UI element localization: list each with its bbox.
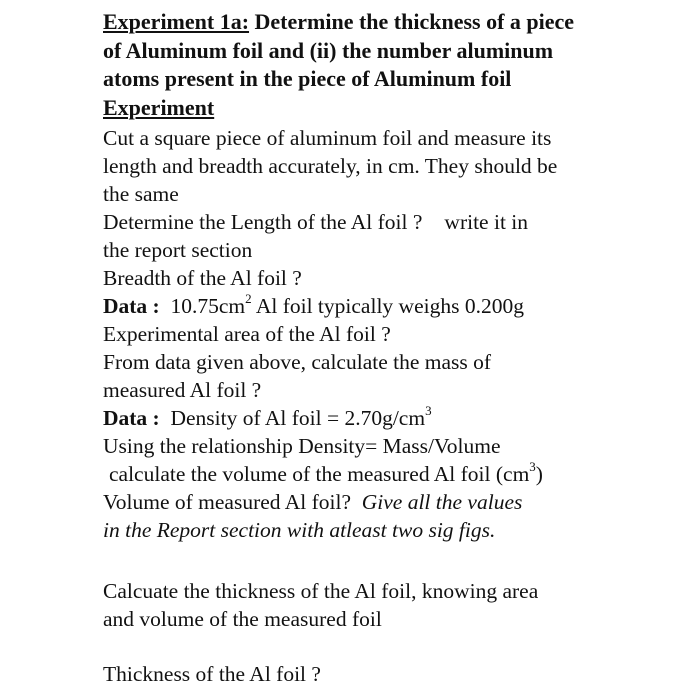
mass-question: measured Al foil ? [103, 378, 262, 402]
superscript: 2 [245, 290, 252, 306]
mass-value: Al foil typically weighs 0.200g [251, 294, 524, 318]
thickness-section [103, 577, 693, 633]
area-question: Experimental area of the Al foil ? [103, 322, 391, 346]
text-line: From data given above, calculate the mass of [103, 350, 492, 374]
text-line: and volume of the measured foil [103, 607, 382, 631]
text-line [103, 488, 693, 516]
data-line-area [103, 292, 693, 320]
breadth-question: Breadth of the Al foil ? [103, 266, 302, 290]
text-line: the same [103, 182, 179, 206]
thickness-question-block [103, 660, 693, 688]
title-line-2: of Aluminum foil and (ii) the number aluminum [103, 37, 554, 63]
text-line: Cut a square piece of aluminum foil and measure its [103, 126, 552, 150]
volume-question: Volume of measured Al foil? [103, 490, 351, 514]
superscript: 3 [529, 458, 536, 474]
data-label: Data : [103, 294, 160, 318]
text-line: Using the relationship Density= Mass/Volume [103, 434, 501, 458]
report-note: write it in [444, 210, 529, 234]
thickness-question: Thickness of the Al foil ? [103, 662, 321, 686]
section-heading: Experiment [103, 94, 215, 120]
closing-paren: ) [535, 462, 543, 486]
density-value: Density of Al foil = 2.70g/cm [170, 406, 426, 430]
document-title [103, 8, 693, 122]
text-line: length and breadth accurately, in cm. They should be [103, 154, 558, 178]
instructions-body [103, 124, 693, 544]
experiment-label: Experiment 1a: [103, 9, 250, 34]
report-note: Give all the values [361, 490, 523, 514]
data-line-density [103, 404, 693, 432]
report-note: in the Report section with atleast two sig figs. [103, 518, 496, 542]
text-line [103, 208, 693, 236]
data-label: Data : [103, 406, 160, 430]
title-line-3: atoms present in the piece of Aluminum foil [103, 66, 512, 91]
text-line [103, 460, 693, 488]
title-line-1 [103, 8, 693, 37]
text-line: the report section [103, 238, 253, 262]
superscript: 3 [425, 402, 432, 418]
title-rest: Determine the thickness of a piece [249, 9, 575, 34]
text-line: Calcuate the thickness of the Al foil, knowing area [103, 579, 539, 603]
volume-instruction: calculate the volume of the measured Al foil (cm [109, 462, 530, 486]
length-question: Determine the Length of the Al foil ? [103, 210, 423, 234]
area-value: 10.75cm [170, 294, 246, 318]
